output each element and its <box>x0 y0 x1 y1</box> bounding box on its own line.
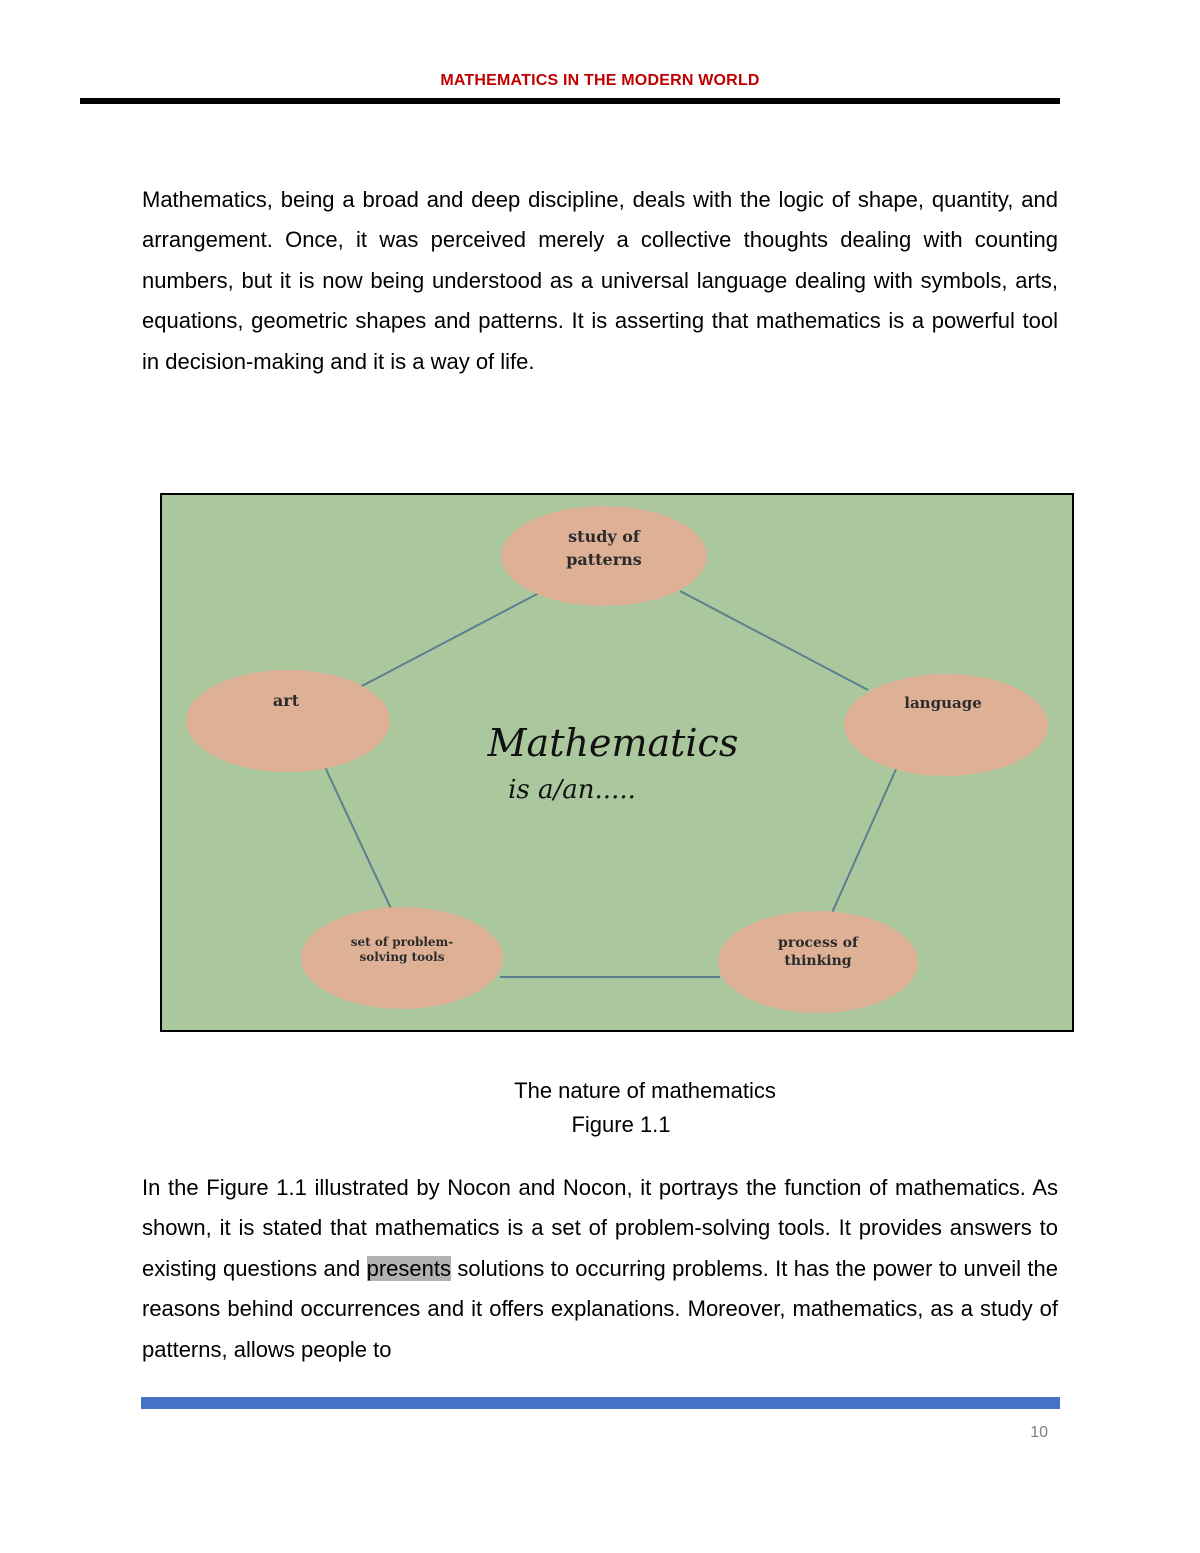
center-title: Mathematics <box>487 721 739 765</box>
center-subtitle: is a/an..... <box>508 775 636 805</box>
connector-patterns-art <box>360 593 539 687</box>
connector-language-thinking <box>831 767 897 915</box>
node-label-language: language <box>904 694 982 712</box>
running-header: MATHEMATICS IN THE MODERN WORLD <box>440 72 760 89</box>
header-rule <box>80 98 1060 104</box>
node-label-thinking-1: process of <box>778 935 858 951</box>
node-label-art: art <box>272 691 300 710</box>
paragraph-intro: Mathematics, being a broad and deep discipline, deals with the logic of shape, quantity, and arrangement. Once, it was perceived merely a collective thoughts dealing with counting numbers, but it is now being understood as a universal language dealing with symbols, arts, equations, geometric shapes and patterns. It is asserting that mathematics is a powerful tool in decision-making and it is a way of life. <box>142 187 1058 374</box>
figure-nature-of-mathematics <box>160 493 1074 1032</box>
paragraph-figure-discussion <box>142 1168 1058 1370</box>
connector-patterns-language <box>680 591 868 690</box>
highlighted-word: presents <box>366 1255 451 1281</box>
connector-art-tools <box>325 767 394 915</box>
pentagon-diagram <box>162 495 1072 1030</box>
figure-caption-title: The nature of mathematics <box>514 1078 776 1103</box>
node-label-tools-1: set of problem- <box>350 935 454 949</box>
figure-caption-number: Figure 1.1 <box>571 1112 671 1137</box>
node-label-thinking-2: thinking <box>784 953 852 969</box>
paragraph-text-start: In the Figure 1.1 illustrated by Nocon and Nocon, it portrays the function of mathematics. As shown, it is stated that mathematics is a set of problem-solving tools. It provides answers to existing questions and <box>142 1175 1058 1281</box>
paragraph-text-end: solutions to occurring problems. It has the power to unveil the reasons behind occurrences and it offers explanations. Moreover, mathematics, as a study of patterns, allows people to <box>142 1255 1058 1362</box>
node-language <box>844 674 1048 776</box>
footer-rule <box>141 1397 1060 1409</box>
page-number: 10 <box>1030 1424 1048 1441</box>
node-label-study-of-patterns-2: patterns <box>566 550 642 569</box>
node-label-tools-2: solving tools <box>359 950 445 964</box>
node-art <box>186 670 390 772</box>
node-label-study-of-patterns-1: study of <box>568 527 640 546</box>
